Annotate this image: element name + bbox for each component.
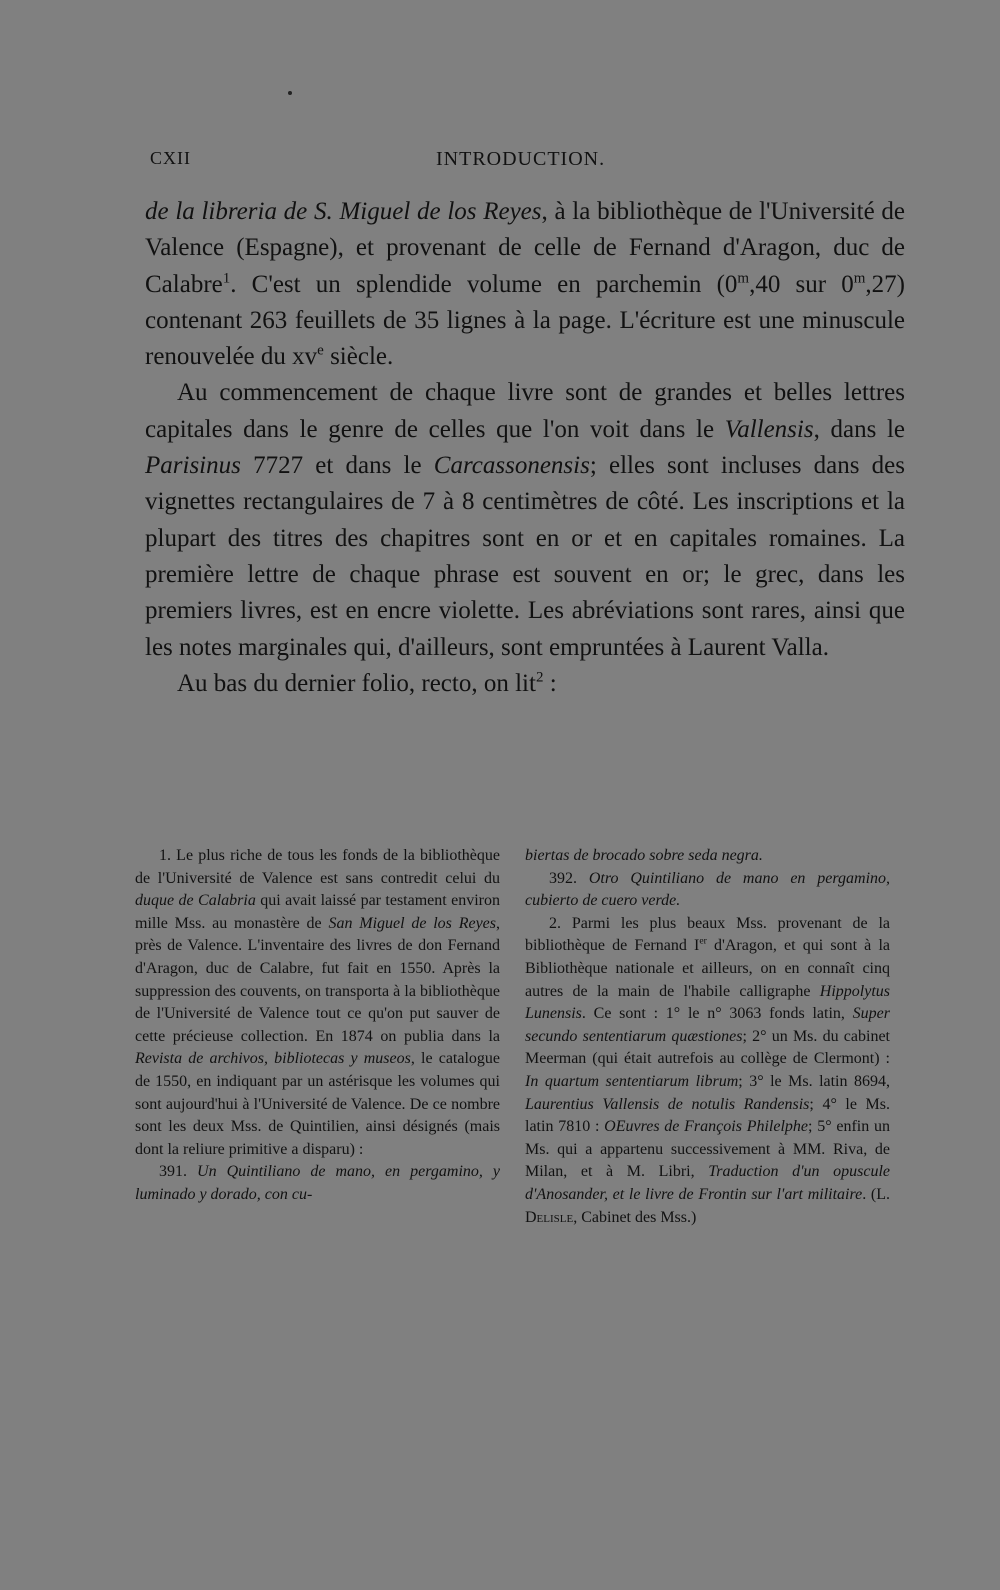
italic-text-run: Un Quintiliano de mano, en pergamino, y luminado y dorado, con cu- (135, 1163, 500, 1203)
paragraph-folio-note (145, 666, 905, 702)
text-run: Delisle (525, 1208, 574, 1226)
superscript: m (737, 270, 750, 287)
text-run: ; 5° enfin un Ms. qui a appartenu successivement à MM. Riva, de Milan, et à M. Libri, (525, 1118, 891, 1181)
text-run: . (L. (862, 1185, 890, 1203)
ink-speck (288, 91, 292, 95)
italic-text-run: Parisinus (145, 452, 241, 480)
text-run: qui avait laissé par testament environ mille Mss. au monastère de (135, 892, 501, 932)
footnotes-left-column (135, 845, 500, 1207)
text-run: siècle. (323, 343, 394, 371)
italic-text-run: San Miguel de los Reyes (328, 914, 496, 932)
page-number: CXII (150, 148, 191, 168)
superscript: m (853, 270, 866, 287)
italic-text-run: duque de Calabria (135, 892, 256, 910)
main-text (145, 194, 905, 702)
paragraph-capitals (145, 375, 905, 665)
catalogue-entry-392 (525, 868, 890, 913)
text-run: . C'est un splendide volume en parchemin (0 (230, 270, 738, 298)
catalogue-entry-391 (135, 1161, 500, 1206)
text-run: 1. Le plus riche de tous les fonds de la bibliothèque de l'Université de Valence est sans contredit celui du (135, 847, 500, 887)
catalogue-entry-391-continued (525, 845, 890, 868)
text-run: Au commencement de chaque livre sont de grandes et belles lettres capitales dans le genre de celles que l'on voit dans le (145, 379, 905, 443)
italic-text-run: biertas de brocado sobre seda negra. (525, 847, 763, 864)
text-run: 392. (549, 869, 589, 887)
text-run: ,40 sur 0 (749, 270, 854, 298)
text-run: , près de Valence. L'inventaire des livres de don Fernand d'Aragon, duc de Calabre, fut fait en 1550. Après la suppression des couvents, on transporta à la bibliothèque de l'Université de Valence tout ce qu'on put sauver de cette précieuse collection. En 1874 on publia dans la (135, 914, 500, 1045)
italic-text-run: Hippolytus Lunensis (525, 982, 890, 1023)
italic-text-run: de la libreria de S. Miguel de los Reyes (145, 198, 542, 225)
text-run: ; 2° un Ms. du cabinet Meerman (qui était autrefois au collège de Clermont) : (525, 1027, 890, 1068)
text-run: . Ce sont : 1° le n° 3063 fonds latin, (581, 1005, 853, 1023)
text-run: , le catalogue de 1550, en indiquant par un astérisque les volumes qui sont aujourd'hui à l'Université de Valence. De ce nombre sont les deux Mss. de Quintilien, ainsi désignés (mais dont la reliure primitive a disparu) : (135, 1050, 501, 1158)
text-run: 391. (159, 1163, 198, 1181)
superscript: 1 (222, 270, 231, 287)
superscript: e (317, 342, 324, 359)
text-run: , dans le (813, 415, 905, 443)
text-run: ; 3° le Ms. latin 8694, (738, 1072, 890, 1090)
paragraph-manuscript-description (145, 194, 905, 375)
superscript: 2 (535, 669, 544, 686)
text-run: , à la bibliothèque de l'Université de Valence (Espagne), et provenant de celle de Fernand d'Aragon, duc de Calabre (145, 198, 905, 298)
italic-text-run: Vallensis (724, 415, 814, 443)
text-run: Au bas du dernier folio, recto, on lit (177, 669, 536, 697)
page-header (150, 148, 910, 178)
superscript: er (699, 936, 707, 948)
text-run: ; 4° le Ms. latin 7810 : (525, 1095, 891, 1136)
italic-text-run: Carcassonensis (433, 452, 590, 480)
italic-text-run: In quartum sententiarum librum (525, 1072, 739, 1090)
italic-text-run: OEuvres de François Philelphe (604, 1118, 809, 1136)
text-run: : (543, 669, 557, 697)
text-run: 7727 et dans le (240, 452, 434, 480)
text-run: d'Aragon, et qui sont à la Bibliothèque nationale et ailleurs, on en connaît cinq autres de la main de l'habile calligraphe (525, 937, 891, 1000)
text-run: 2. Parmi les plus beaux Mss. provenant de la bibliothèque de Fernand I (525, 914, 890, 955)
italic-text-run: Laurentius Vallensis de notulis Randensis (525, 1095, 810, 1113)
italic-text-run: Revista de archivos, bibliotecas y museos (135, 1050, 411, 1068)
italic-text-run: Otro Quintiliano de mano en pergamino, cubierto de cuero verde. (525, 869, 891, 910)
footnote-1 (135, 845, 500, 1161)
running-title: INTRODUCTION. (436, 148, 606, 170)
text-run: ; elles sont incluses dans des vignettes rectangulaires de 7 à 8 centimètres de côté. Les inscriptions et la plupart des titres des chapitres sont en or et en capitales romaines. La première lettre de chaque phrase est souvent en or; le grec, dans les premiers livres, est en encre violette. Les abréviations sont rares, ainsi que les notes marginales qui, d'ailleurs, sont empruntées à Laurent Valla. (145, 452, 905, 661)
italic-text-run: Super secundo sententiarum quæstiones (525, 1005, 890, 1045)
italic-text-run: Traduction d'un opuscule d'Anosander, et le livre de Frontin sur l'art militaire (525, 1163, 890, 1203)
footnotes-right-column (525, 845, 890, 1229)
text-run: , Cabinet des Mss.) (573, 1208, 697, 1226)
footnote-2 (525, 913, 890, 1229)
text-run: ,27) contenant 263 feuillets de 35 lignes à la page. L'écriture est une minuscule renouvelée du xv (145, 270, 905, 371)
